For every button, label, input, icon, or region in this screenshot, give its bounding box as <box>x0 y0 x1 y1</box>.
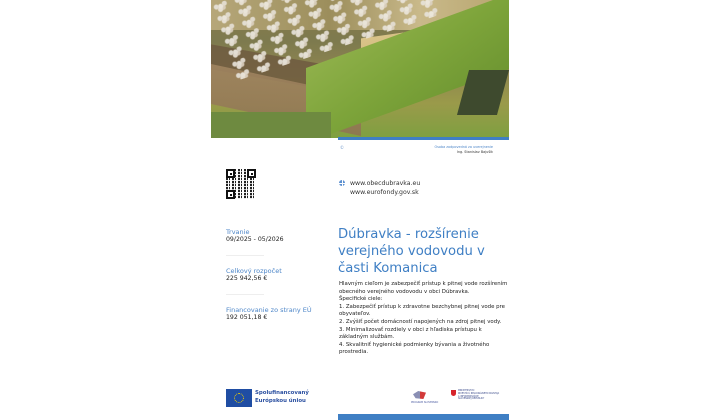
project-description <box>339 281 509 357</box>
description-line: 4. Skvalitniť hygienické podmienky bývania a životného prostredia. <box>339 341 490 356</box>
description-line: Hlavným cieľom je zabezpečiť prístup k pitnej vode rozšírením obecného verejného vodovodu v obci Dúbravka. <box>339 281 508 295</box>
info-duration <box>226 228 336 244</box>
ministry-label <box>458 390 499 401</box>
project-poster <box>211 0 509 420</box>
accent-bar-top <box>338 137 509 140</box>
info-label: Financovanie zo strany EÚ <box>226 306 312 314</box>
info-eu-funding <box>226 306 336 322</box>
aerial-photo <box>211 0 509 138</box>
info-budget <box>226 267 336 283</box>
accent-bar-bottom <box>338 414 509 420</box>
responsible-name: Ing. Stanislav Bajušík <box>456 150 493 154</box>
program-slovensko-label: PROGRAM SLOVENSKO <box>411 401 439 404</box>
eu-label-line: Európskou úniou <box>255 398 306 404</box>
globe-icon <box>339 180 345 186</box>
eu-stars-icon <box>234 393 244 403</box>
copyright-icon: © <box>340 145 344 150</box>
divider <box>226 255 264 256</box>
eu-flag-icon <box>226 389 252 407</box>
description-line: Špecifické ciele: <box>339 296 383 303</box>
divider <box>226 294 264 295</box>
ministry-label-line: INVESTÍCIÍ, REGIONÁLNEHO ROZVOJA <box>458 391 500 395</box>
info-value: 225 942,56 € <box>226 275 268 282</box>
project-title: Dúbravka - rozšírenie verejného vodovodu v časti Komanica <box>338 227 485 276</box>
eu-cofunded-label <box>255 389 309 405</box>
photo-field <box>211 112 331 138</box>
program-slovensko-logo <box>411 390 439 406</box>
description-line: 2. Zvýšiť počet domácností napojených na zdroj pitnej vody. <box>339 318 502 325</box>
website-list <box>350 179 420 197</box>
program-slovensko-icon <box>413 391 426 399</box>
ministry-label-line: MINISTERSTVO <box>458 389 475 392</box>
responsible-label: Osoba zodpovedná za uverejnenie <box>434 145 493 149</box>
info-label: Trvanie <box>226 228 250 236</box>
responsible-person <box>434 145 493 155</box>
ministry-label-line: A INFORMATIZÁCIE <box>458 394 479 398</box>
slovak-shield-icon <box>451 390 456 396</box>
ministry-label-line: SLOVENSKEJ REPUBLIKY <box>458 397 485 401</box>
website-link[interactable]: www.eurofondy.gov.sk <box>350 189 419 196</box>
qr-code-icon[interactable] <box>226 169 256 199</box>
ministry-logo <box>451 390 501 404</box>
info-label: Celkový rozpočet <box>226 267 282 275</box>
qr-finder <box>226 169 235 178</box>
project-info <box>226 228 336 322</box>
qr-finder <box>226 190 235 199</box>
description-line: 1. Zabezpečiť prístup k zdravotne bezchybnej pitnej vode pre obyvateľov. <box>339 303 505 318</box>
eu-label-line: Spolufinancovaný <box>255 390 309 396</box>
info-value: 192 051,18 € <box>226 314 268 321</box>
website-link[interactable]: www.obecdubravka.eu <box>350 180 421 187</box>
info-value: 09/2025 - 05/2026 <box>226 236 284 243</box>
description-line: 3. Minimalizovať rozdiely v obci z hľadiska prístupu k základným službám. <box>339 326 482 341</box>
qr-finder <box>247 169 256 178</box>
